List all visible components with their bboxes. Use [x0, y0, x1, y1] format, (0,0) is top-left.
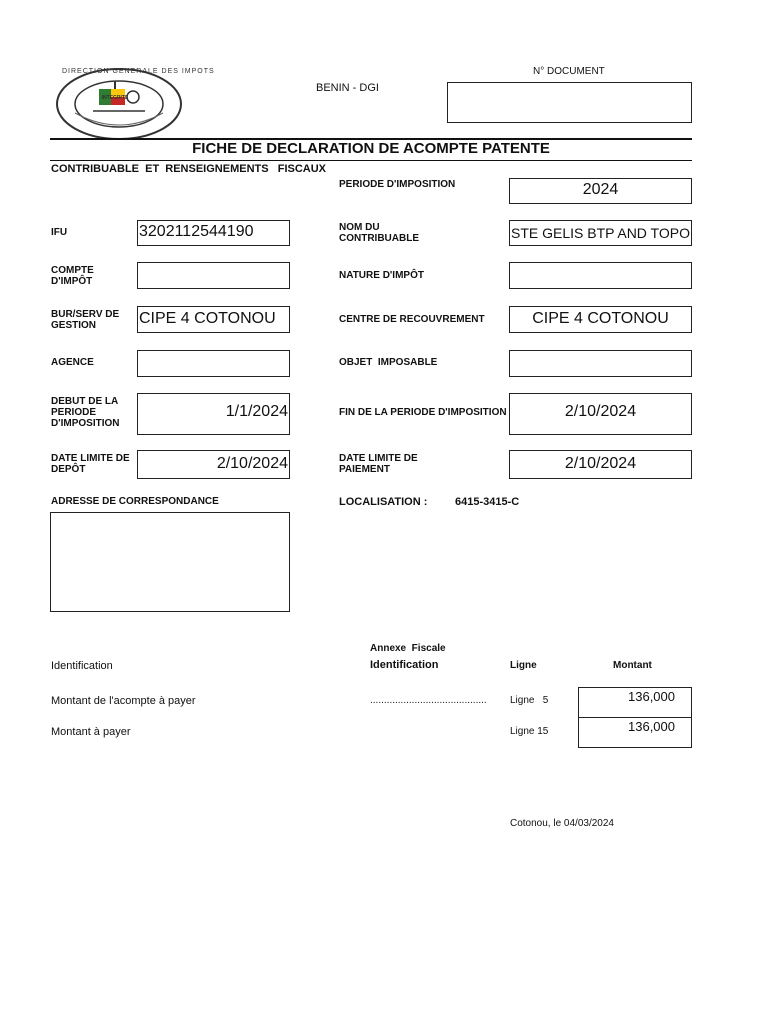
adresse-field[interactable]	[50, 512, 290, 612]
depot-field[interactable]	[137, 450, 290, 479]
centre-label: CENTRE DE RECOUVREMENT	[339, 314, 485, 325]
montant-acompte-value: 136,000	[628, 689, 675, 704]
localisation-value: 6415-3415-C	[455, 496, 520, 508]
bur-field[interactable]	[137, 306, 290, 333]
montant-payer-value: 136,000	[628, 719, 675, 734]
nature-label: NATURE D'IMPÔT	[339, 270, 424, 281]
montant-header: Montant	[613, 660, 652, 671]
doc-number-label: N° DOCUMENT	[533, 66, 605, 77]
seal-text: DIRECTION GENERALE DES IMPOTS	[62, 68, 215, 75]
depot-label: DATE LIMITE DE DEPÔT	[51, 453, 130, 475]
centre-field[interactable]	[509, 306, 692, 333]
montant-acompte-field[interactable]	[578, 687, 692, 718]
table-row-label: Montant à payer	[51, 726, 131, 738]
compte-label: COMPTE D'IMPÔT	[51, 265, 94, 287]
localisation-label: LOCALISATION :	[339, 496, 428, 508]
ifu-field[interactable]	[137, 220, 290, 246]
nom-label: NOM DU CONTRIBUABLE	[339, 222, 419, 244]
bur-label: BUR/SERV DE GESTION	[51, 309, 120, 331]
paiement-value: 2/10/2024	[564, 455, 637, 472]
table-row-ligne: Ligne 5	[510, 695, 549, 706]
identification-header: Identification	[370, 659, 439, 671]
compte-field[interactable]	[137, 262, 290, 289]
paiement-field[interactable]	[509, 450, 692, 479]
ifu-value: 3202112544190	[139, 223, 254, 240]
section-title: CONTRIBUABLE ET RENSEIGNEMENTS FISCAUX	[51, 163, 327, 175]
seal-motto: INTEGRITE	[101, 95, 129, 101]
depot-value: 2/10/2024	[216, 455, 288, 472]
paiement-label: DATE LIMITE DE PAIEMENT	[339, 453, 418, 475]
nom-value: STE GELIS BTP AND TOPO	[511, 225, 690, 241]
page-title: FICHE DE DECLARATION DE ACOMPTE PATENTE	[192, 140, 550, 157]
doc-number-box[interactable]	[447, 82, 692, 123]
table-row-label: Montant de l'acompte à payer	[51, 695, 196, 707]
ifu-label: IFU	[51, 227, 68, 238]
debut-label: DEBUT DE LA PERIODE D'IMPOSITION	[51, 396, 120, 429]
periode-value: 2024	[582, 181, 619, 198]
adresse-label: ADRESSE DE CORRESPONDANCE	[51, 496, 219, 507]
identification-left: Identification	[51, 660, 113, 672]
debut-field[interactable]	[137, 393, 290, 435]
fin-field[interactable]	[509, 393, 692, 435]
nom-field[interactable]	[509, 220, 692, 246]
table-row-ligne: Ligne 15	[510, 726, 549, 737]
fin-value: 2/10/2024	[564, 403, 637, 420]
bur-value: CIPE 4 COTONOU	[139, 310, 276, 327]
fin-label: FIN DE LA PERIODE D'IMPOSITION	[339, 407, 507, 418]
debut-value: 1/1/2024	[225, 403, 288, 420]
place-date: Cotonou, le 04/03/2024	[510, 818, 614, 829]
dgi-seal-logo	[55, 67, 215, 141]
agence-field[interactable]	[137, 350, 290, 377]
periode-field[interactable]	[509, 178, 692, 204]
objet-field[interactable]	[509, 350, 692, 377]
country-label: BENIN - DGI	[316, 82, 379, 94]
periode-label: PERIODE D'IMPOSITION	[339, 179, 456, 190]
annexe-title: Annexe Fiscale	[370, 643, 446, 654]
title-rule-bottom	[50, 160, 692, 161]
centre-value: CIPE 4 COTONOU	[532, 310, 669, 327]
agence-label: AGENCE	[51, 357, 94, 368]
table-row-dots: ..........................................	[370, 695, 487, 706]
nature-field[interactable]	[509, 262, 692, 289]
objet-label: OBJET IMPOSABLE	[339, 357, 438, 368]
ligne-header: Ligne	[510, 660, 537, 671]
montant-payer-field[interactable]	[578, 717, 692, 748]
